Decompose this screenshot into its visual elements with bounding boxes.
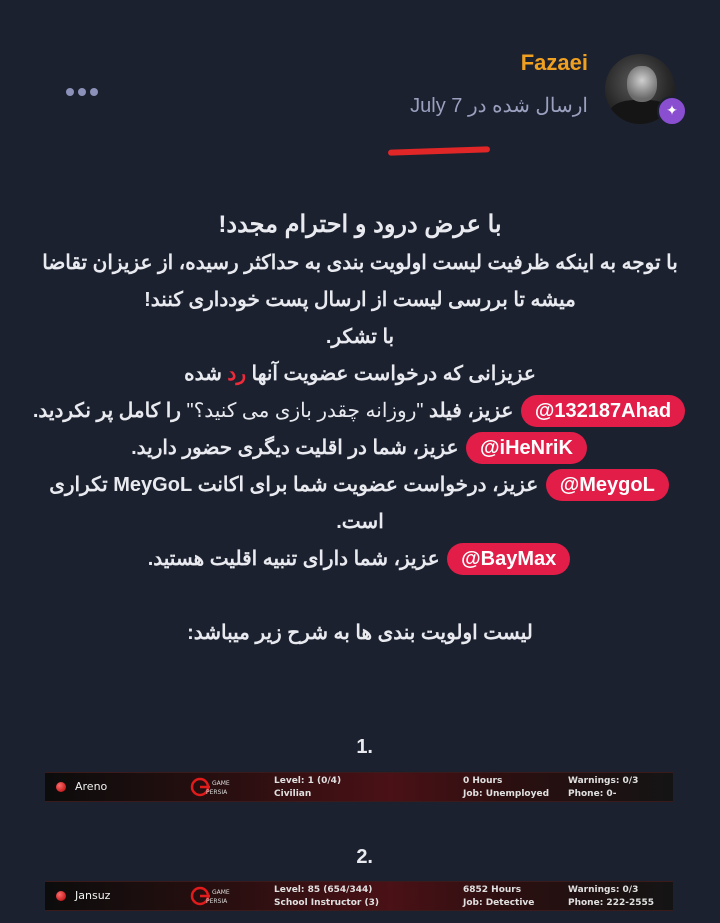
rejection-3 (30, 467, 690, 541)
player-signature[interactable] (45, 772, 673, 802)
user-mention[interactable]: @132187Ahad (521, 395, 685, 427)
rejection-4-text: عزیز، شما دارای تنبیه اقلیت هستید. (147, 548, 446, 570)
user-mention[interactable]: @iHeNriK (466, 432, 587, 464)
player-name: Areno (75, 780, 108, 793)
logo-text-bottom: PERSIA (206, 898, 228, 905)
player-warnings (568, 884, 654, 910)
rejection-1-text-b: را کامل پر نکردید. (32, 400, 187, 422)
entry-number: 2. (356, 846, 373, 868)
player-hours (463, 775, 549, 801)
job-value: Job: Detective (463, 898, 535, 908)
level-value: Level: 1 (0/4) (274, 776, 342, 786)
rejection-1-text-a: عزیز، فیلد (423, 400, 519, 422)
player-signature[interactable] (45, 881, 673, 911)
rejected-word: رد (227, 363, 246, 385)
author-name[interactable]: Fazaei (520, 50, 588, 75)
rejected-intro-a: عزیزانی که درخواست عضویت آنها (246, 363, 536, 385)
post-content (30, 205, 690, 652)
rejected-intro-b: شده (184, 363, 228, 385)
more-dot (78, 88, 86, 96)
player-level (274, 884, 379, 910)
entry-number: 1. (356, 736, 373, 758)
rank-badge-icon: ✦ (657, 96, 687, 126)
user-mention[interactable]: @MeygoL (546, 469, 669, 501)
job-value: Job: Unemployed (463, 789, 550, 799)
player-level (274, 775, 341, 801)
job-title: Civilian (274, 789, 312, 799)
warnings-value: Warnings: 0/3 (568, 776, 639, 786)
status-dot-icon (56, 891, 66, 901)
player-hours (463, 884, 534, 910)
user-mention[interactable]: @BayMax (447, 543, 570, 575)
capacity-notice: با توجه به اینکه ظرفیت لیست اولویت بندی به حداکثر رسیده، از عزیزان تقاضا میشه تا بررسی لیست از ارسال پست خودداری کنند! (42, 252, 678, 311)
logo-text-top: GAME (212, 889, 230, 896)
field-name: "روزانه چقدر بازی می کنید؟" (186, 400, 424, 422)
game-persia-logo-icon (190, 885, 240, 907)
priority-list-heading: لیست اولویت بندی ها به شرح زیر میباشد: (187, 622, 533, 644)
phone-value: Phone: 0- (568, 789, 617, 799)
more-dot (66, 88, 74, 96)
rejection-1 (30, 393, 690, 430)
game-persia-logo-icon (190, 776, 240, 798)
greeting-heading: با عرض درود و احترام مجدد! (218, 211, 502, 238)
rejected-intro (30, 356, 690, 393)
player-name: Jansuz (75, 889, 111, 902)
status-dot-icon (56, 782, 66, 792)
logo-text-bottom: PERSIA (206, 789, 228, 796)
rejection-4 (30, 541, 690, 578)
hours-value: 0 Hours (463, 776, 503, 786)
more-options-icon[interactable] (66, 88, 98, 96)
red-annotation-mark (388, 146, 490, 156)
avatar-face (627, 66, 657, 102)
post-date: ارسال شده در July 7 (410, 95, 588, 117)
more-dot (90, 88, 98, 96)
rejection-3-text: عزیز، درخواست عضویت شما برای اکانت MeyGoL تکراری است. (49, 474, 544, 533)
hours-value: 6852 Hours (463, 885, 522, 895)
rejection-2-text: عزیز، شما در اقلیت دیگری حضور دارید. (131, 437, 465, 459)
job-title: School Instructor (3) (274, 898, 379, 908)
spacer (30, 578, 690, 615)
player-warnings (568, 775, 638, 801)
thanks-line: با تشکر. (325, 326, 395, 348)
warnings-value: Warnings: 0/3 (568, 885, 639, 895)
rejection-2 (30, 430, 690, 467)
level-value: Level: 85 (654/344) (274, 885, 373, 895)
phone-value: Phone: 222-2555 (568, 898, 655, 908)
logo-text-top: GAME (212, 780, 230, 787)
